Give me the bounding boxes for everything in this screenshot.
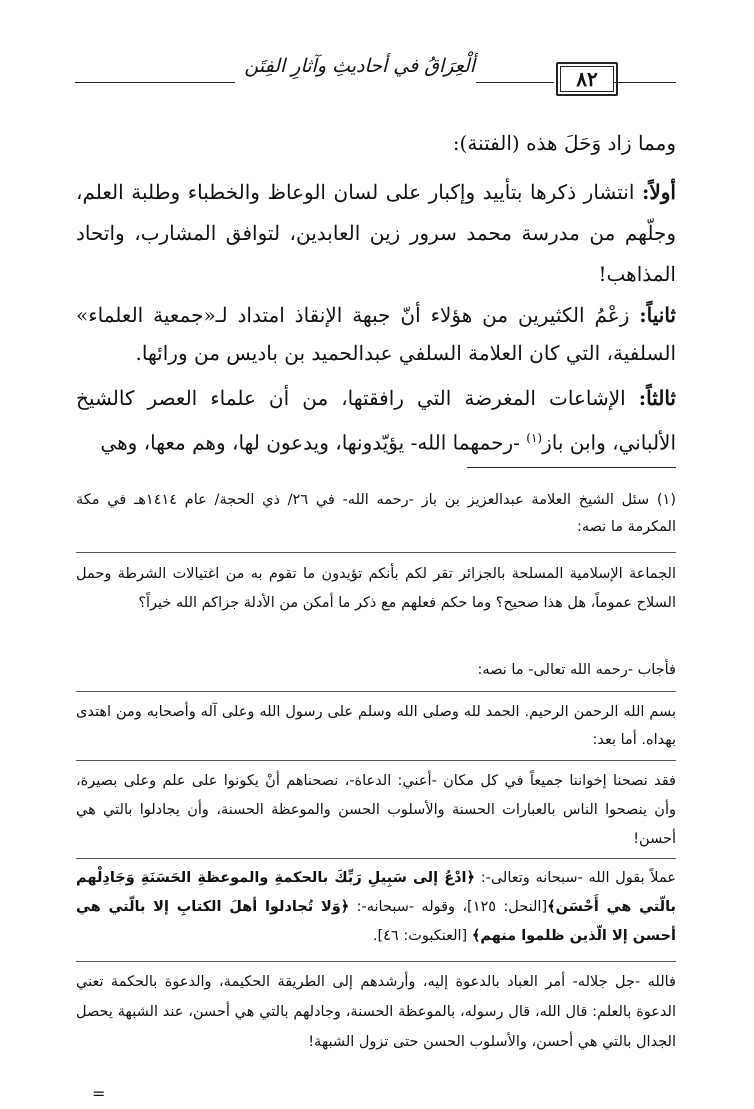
header-rule-middle <box>476 82 554 83</box>
label-third: ثالثاً: <box>638 386 676 410</box>
footnote-separator <box>467 467 676 468</box>
verse-ref: [العنكبوت: ٤٦]. <box>372 928 472 944</box>
footnote-question: الجماعة الإسلامية المسلحة بالجزائر تقر لكم بأنكم تؤيدون ما تقوم به من اغتيالات الشرطة وحمل السلاح عموماً، هل هذا صحيح؟ وما حكم فعلهم مع ذكر ما أمكن من الأدلة جزاكم الله خيراً؟ <box>76 566 676 611</box>
label-second: ثانياً: <box>639 303 676 327</box>
intro-line: ومما زاد وَحَلَ هذه (الفتنة): <box>452 131 676 155</box>
text-third: الإشاعات المغرضة التي رافقتها، من أن علماء العصر كالشيخ الألباني، وابن باز <box>76 386 676 455</box>
continuation-mark: = <box>92 1084 106 1103</box>
running-title: ألْعِرَاقُ في أحاديثِ وآثارِ الفِتَن <box>244 55 475 77</box>
footnote-answer-advice: فقد نصحنا إخواننا جميعاً في كل مكان -أعني: الدعاة-، نصحناهم أنْ يكونوا على علم وعلى بصيرة، وأن ينصحوا الناس بالعبارات الحسنة والأسلوب الحسن والموعظة الحسنة، وأن يجادلوا بالتي هي أحسن! <box>76 773 676 847</box>
verse-quote: ﴿ادْعُ إلى سَبِيلِ رَبِّكَ بالحكمةِ والموعظةِ الحَسَنَةِ وَجَادِلْهم بالّتي هي أَحْسَن﴾ <box>76 870 676 915</box>
verse-ref: [النحل: ١٢٥]، وقوله -سبحانه-: <box>349 899 548 915</box>
page-number-box <box>556 62 618 96</box>
paragraph-third <box>76 378 676 463</box>
footnote-question-intro: (١) سئل الشيخ العلامة عبدالعزيز بن باز -رحمه الله- في ٢٦/ ذي الحجة/ عام ١٤١٤هـ في مكة المكرمة ما نصه: <box>76 492 676 535</box>
paragraph-first <box>76 172 676 295</box>
text-second: زعْمُ الكثيرين من هؤلاء أنّ جبهة الإنقاذ امتداد لـ«جمعية العلماء» السلفية، التي كان العلامة السلفي عبدالحميد بن باديس من ورائها. <box>76 303 676 365</box>
footnote-answer-intro: فأجاب -رحمه الله تعالى- ما نصه: <box>477 662 676 678</box>
footnote-answer-explanation: فالله -جل جلاله- أمر العباد بالدعوة إليه، وأرشدهم إلى الطريقة الحكيمة، والدعوة بالحكمة تعني الدعوة بالعلم: قال الله، قال رسوله، بالموعظة الحسنة، وجادلهم بالتي هي أحسن، عند الشبهة يحصل الجدال بالتي هي أحسن، والأسلوب الحسن حتى تزول الشبهة! <box>76 974 676 1050</box>
text-first: انتشار ذكرها بتأييد وإكبار على لسان الوعاظ والخطباء وطلبة العلم، وجلّهم من مدرسة محمد سرور زين العابدين، لتوافق المشارب، واتحاد المذاهب! <box>76 180 676 286</box>
label-first: أولاً: <box>641 180 676 204</box>
footnote-answer-opening: بسم الله الرحمن الرحيم. الحمد لله وصلى الله وسلم على رسول الله وعلى آله وأصحابه ومن اهتدى بهداه. أما بعد: <box>76 704 676 748</box>
verse-quote: ﴿وَلا تُجادلوا أهلَ الكتابِ إلا بالّتي هي أحسن إلا الّذين ظلموا منهم﴾ <box>76 899 676 944</box>
divider <box>76 858 676 859</box>
divider <box>76 961 676 962</box>
verse-intro: عملاً بقول الله -سبحانه وتعالى-: <box>475 870 676 886</box>
footnote-answer-verses <box>76 864 676 951</box>
divider <box>76 552 676 553</box>
text-third-end: -رحمهما الله- يؤيّدونها، ويدعون لها، وهم معها، وهي <box>100 430 527 455</box>
divider <box>76 691 676 692</box>
divider <box>76 760 676 761</box>
paragraph-second <box>76 296 676 372</box>
page-number: ٨٢ <box>576 67 598 91</box>
footnote-ref[interactable]: (١) <box>526 431 543 445</box>
header-rule-left <box>75 82 235 83</box>
header-rule-right <box>614 82 676 83</box>
